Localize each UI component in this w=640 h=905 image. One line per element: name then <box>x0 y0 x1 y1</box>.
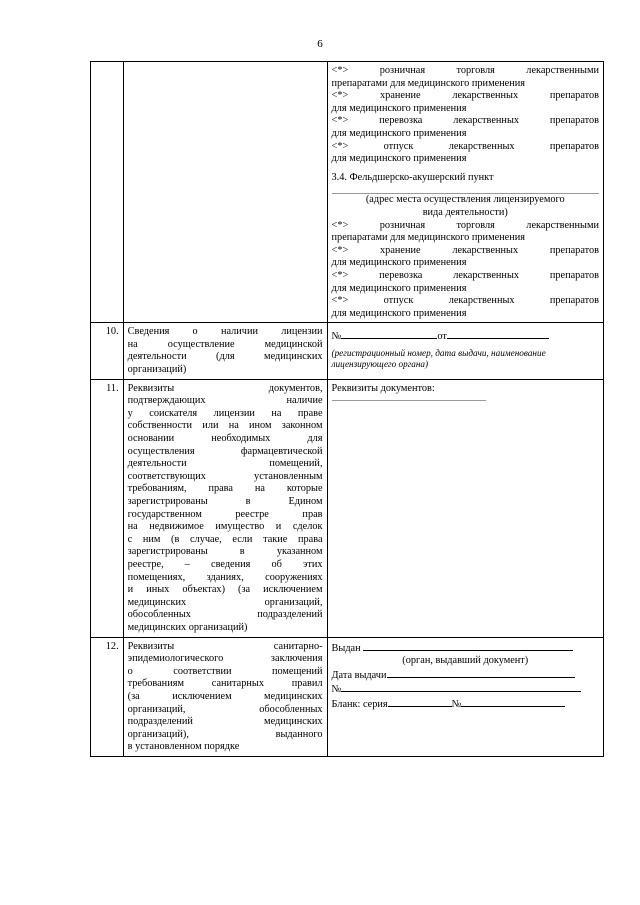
row-label-cell <box>123 62 327 323</box>
conclusion-number-field[interactable] <box>341 682 581 692</box>
row-number-cell <box>91 62 124 323</box>
from-label: от <box>437 331 447 343</box>
row-label: Реквизиты санитарно- эпидемиологического заключения о соответствии помещений требованиям санитарных правил (за исключением медицинских организаций, обособленных подразделений медицинских организаций), выданного в установленном порядке <box>123 637 327 756</box>
documents-cell <box>327 379 603 637</box>
activity-item: <*> перевозка лекарственных препаратов для медицинского применения <box>331 269 599 294</box>
activity-list-b <box>332 220 599 321</box>
form-series-label: Бланк: серия <box>331 698 388 710</box>
activity-item: <*> розничная торговля лекарственными препаратами для медицинского применения <box>331 65 599 89</box>
sanitary-conclusion-cell <box>327 637 603 756</box>
license-date-field[interactable] <box>447 329 549 339</box>
activity-item: <*> отпуск лекарственных препаратов для медицинского применения <box>331 140 599 165</box>
subheading: 3.4. Фельдшерско-акушерский пункт <box>331 171 494 183</box>
form-number-field[interactable] <box>461 697 565 707</box>
issued-label: Выдан <box>331 642 361 654</box>
license-note: (регистрационный номер, дата выдачи, наименование лицензирующего органа) <box>331 347 546 369</box>
table-row <box>91 379 604 637</box>
row-number: 10. <box>91 323 124 379</box>
row-number: 11. <box>91 379 124 637</box>
license-info-cell <box>327 323 603 379</box>
activity-list-cell <box>327 62 603 323</box>
form-series-field[interactable] <box>388 697 452 707</box>
form-number-label: № <box>451 698 462 710</box>
documents-title: Реквизиты документов: <box>331 382 435 394</box>
page-number: 6 <box>317 38 323 50</box>
table-row <box>91 323 604 379</box>
activity-item: <*> перевозка лекарственных препаратов для медицинского применения <box>331 115 599 139</box>
documents-line[interactable] <box>332 399 486 401</box>
row-label: Сведения о наличии лицензии на осуществление медицинской деятельности (для медицинских организаций) <box>123 323 327 379</box>
activity-list-a <box>332 65 599 166</box>
issuer-note: (орган, выдавший документ) <box>402 655 529 667</box>
number-label: № <box>331 684 342 696</box>
address-note: (адрес места осуществления лицензируемого вида деятельности) <box>365 194 565 218</box>
activity-item: <*> отпуск лекарственных препаратов для медицинского применения <box>331 295 599 319</box>
issue-date-field[interactable] <box>387 668 575 678</box>
activity-item: <*> розничная торговля лекарственными препаратами для медицинского применения <box>331 219 599 244</box>
activity-item: <*> хранение лекарственных препаратов для медицинского применения <box>331 244 599 269</box>
row-number: 12. <box>91 637 124 756</box>
license-number-field[interactable] <box>341 329 437 339</box>
date-label: Дата выдачи <box>331 669 387 681</box>
activity-item: <*> хранение лекарственных препаратов для медицинского применения <box>331 90 599 114</box>
table-row <box>91 62 604 323</box>
application-table <box>90 61 604 757</box>
table-row <box>91 637 604 756</box>
number-label: № <box>331 331 342 343</box>
row-label: Реквизиты документов, подтверждающих наличие у соискателя лицензии на праве собственности или на ином законном основании необходимых для осуществления фармацевтической деятельности помещений, соответствующих установленным требованиям, права на которые зарегистрированы в Едином государственном реестре прав на недвижимое имущество и сделок с ним (в случае, если такие права зарегистрированы в указанном реестре, – сведения об этих помещениях, зданиях, сооружениях и иных объектах) (за исключением медицинских организаций, обособленных подразделений медицинских организаций) <box>123 379 327 637</box>
issuer-field[interactable] <box>363 641 573 651</box>
